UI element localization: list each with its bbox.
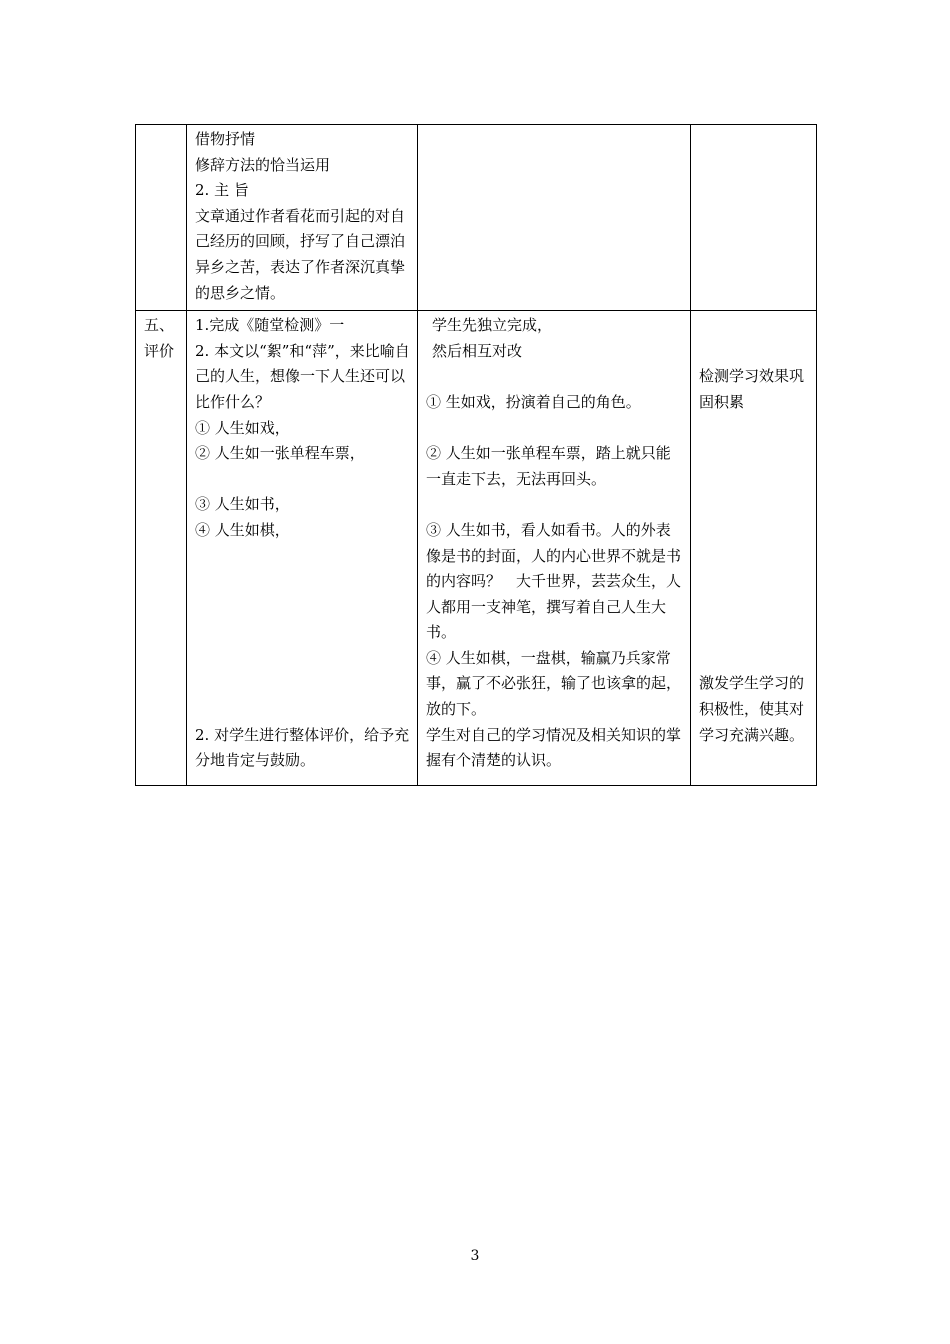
answer-item: ② 人生如一张单程车票，踏上就只能一直走下去，无法再回头。 [426, 444, 671, 488]
task-item: 2. 对学生进行整体评价，给予充分地肯定与鼓励。 [195, 725, 410, 770]
table-row [136, 311, 817, 786]
spacer [426, 364, 684, 390]
activity-line: 学生先独立完成， [432, 316, 553, 335]
spacer [195, 697, 411, 723]
spacer [195, 671, 411, 697]
purpose-cell [691, 125, 817, 311]
purpose-item: 检测学习效果巩固积累 [699, 367, 805, 411]
spacer [195, 467, 411, 493]
answer-item: 学生对自己的学习情况及相关知识的掌握有个清楚的认识。 [426, 725, 682, 770]
spacer [699, 416, 810, 442]
content-cell [187, 311, 418, 786]
table-row [136, 125, 817, 311]
spacer [699, 544, 810, 570]
stage-number: 五、 [144, 316, 175, 335]
purpose-item: 激发学生学习的积极性，使其对学习充满兴趣。 [699, 674, 805, 744]
activity-cell [418, 311, 691, 786]
option-item: ③ 人生如书， [195, 495, 290, 514]
stage-title: 评价 [144, 341, 175, 360]
spacer [699, 339, 810, 365]
spacer [195, 544, 411, 570]
page-number: 3 [470, 1248, 480, 1264]
option-item: ② 人生如一张单程车票， [195, 444, 365, 463]
spacer [699, 595, 810, 621]
answer-item: ④ 人生如棋，一盘棋，输赢乃兵家常事，赢了不必张狂，输了也该拿的起，放的下。 [426, 648, 682, 719]
spacer [699, 569, 810, 595]
spacer [426, 492, 684, 518]
spacer [195, 569, 411, 595]
spacer [195, 620, 411, 646]
stage-cell [136, 125, 187, 311]
task-item: 1.完成《随堂检测》一 [195, 316, 345, 335]
spacer [699, 313, 810, 339]
spacer [699, 467, 810, 493]
content-cell [187, 125, 418, 311]
stage-cell [136, 311, 187, 786]
spacer [699, 646, 810, 672]
spacer [195, 595, 411, 621]
activity-cell [418, 125, 691, 311]
spacer [699, 441, 810, 467]
spacer [699, 620, 810, 646]
answer-item: ① 生如戏，扮演着自己的角色。 [426, 392, 641, 411]
spacer [426, 416, 684, 442]
spacer [195, 646, 411, 672]
answer-item: ③ 人生如书，看人如看书。人的外表像是书的封面，人的内心世界不就是书的内容吗？ 大千世界，芸芸众生，人人都用一支神笔，撰写着自己人生大书。 [426, 520, 682, 642]
spacer [699, 492, 810, 518]
purpose-cell [691, 311, 817, 786]
option-item: ① 人生如戏， [195, 418, 290, 437]
spacer [699, 518, 810, 544]
content-line: 修辞方法的恰当运用 [195, 155, 331, 174]
content-line: 2. 主 旨 [195, 181, 249, 200]
content-line: 借物抒情 [195, 130, 256, 148]
activity-line: 然后相互对改 [432, 341, 523, 360]
content-paragraph: 文章通过作者看花而引起的对自己经历的回顾，抒写了自己漂泊异乡之苦，表达了作者深沉真挚的思乡之情。 [195, 206, 406, 302]
lesson-plan-table [135, 124, 817, 786]
task-item: 2. 本文以“絮”和“萍”，来比喻自己的人生，想像一下人生还可以比作什么？ [195, 341, 410, 411]
option-item: ④ 人生如棋， [195, 520, 290, 539]
